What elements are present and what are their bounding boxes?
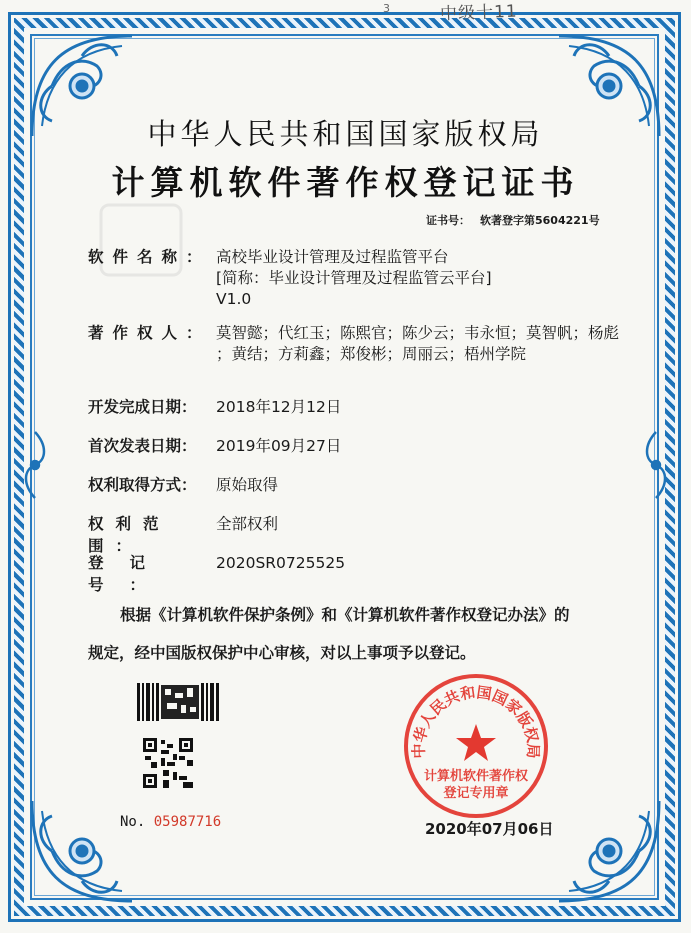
certificate-number: [426, 212, 600, 228]
acquire-method-value: 原始取得: [216, 476, 279, 494]
side-ornament-right: [643, 430, 669, 500]
field-label: 权利范围：: [88, 515, 171, 555]
serial-number-value: 05987716: [153, 814, 222, 830]
serial-number-label: No.: [120, 814, 146, 830]
handwritten-note: 中级十11: [439, 1, 519, 25]
corner-ornament-bottom-right: [549, 791, 669, 911]
field-owners: [88, 322, 620, 344]
qr-code: [143, 738, 193, 788]
field-software-name: [88, 246, 449, 268]
field-reg-no: [88, 552, 346, 596]
field-publish-date: [88, 435, 342, 457]
completion-date-value: 2018年12月12日: [216, 398, 342, 416]
certificate-title: 计算机软件著作权登记证书: [111, 163, 580, 202]
publish-date-value: 2019年09月27日: [216, 437, 342, 455]
field-label: 著作权人：: [88, 324, 211, 342]
seal-ring-text: 中华人民共和国国家版权局: [409, 683, 543, 759]
field-acquire-method: [88, 474, 279, 496]
field-completion-date: [88, 396, 342, 418]
certificate-number-label: 证书号：: [426, 214, 470, 227]
seal-line2: 登记专用章: [443, 786, 509, 801]
handwritten-page-number: 3: [383, 2, 390, 15]
faint-watermark: [96, 200, 186, 280]
reg-no-value: 2020SR0725525: [216, 554, 346, 572]
barcode: [137, 683, 219, 721]
statement-line1: 根据《计算机软件保护条例》和《计算机软件著作权登记办法》的: [120, 606, 570, 624]
seal-line1: 计算机软件著作权: [423, 769, 529, 784]
scope-value: 全部权利: [216, 515, 279, 533]
field-scope: [88, 513, 279, 557]
field-label: 开发完成日期：: [88, 398, 197, 416]
field-label: 首次发表日期：: [88, 437, 197, 455]
issuer-title: 中华人民共和国国家版权局: [147, 117, 544, 151]
field-label: 软件名称：: [88, 248, 211, 266]
software-name-line2: [简称：毕业设计管理及过程监管云平台]: [216, 269, 492, 287]
issue-date: 2020年07月06日: [425, 820, 554, 838]
certificate-number-value: 软著登字第5604221号: [480, 214, 600, 227]
software-version: V1.0: [216, 290, 252, 308]
field-label: 登记号：: [88, 554, 172, 594]
software-name-line1: 高校毕业设计管理及过程监管平台: [216, 248, 449, 266]
official-seal: [402, 672, 550, 820]
owners-line2: ；黄结；方莉鑫；郑俊彬；周丽云；梧州学院: [216, 345, 527, 363]
serial-number: [120, 814, 221, 830]
statement-line2: 规定，经中国版权保护中心审核，对以上事项予以登记。: [88, 644, 476, 662]
field-label: 权利取得方式：: [88, 476, 197, 494]
side-ornament-left: [22, 430, 48, 500]
corner-ornament-bottom-left: [22, 791, 142, 911]
owners-line1: 莫智懿；代红玉；陈熙官；陈少云；韦永恒；莫智帆；杨彪: [216, 324, 620, 342]
